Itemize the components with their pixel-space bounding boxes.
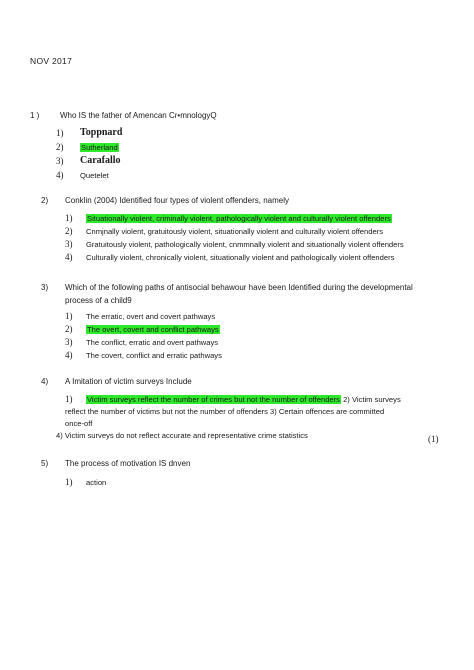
q2-number: 2) (41, 196, 49, 205)
q2-option-3-number: 3) (65, 239, 73, 249)
q2-option-1-text: Situationally violent, criminally violent, pathologically violent and culturally violent offenders (87, 214, 391, 223)
q1-text: Who IS the father of Amencan Cr•mnologyQ (60, 111, 217, 120)
q4-options-line-1 (86, 395, 401, 404)
q3-option-1-text: The erratic, overt and covert pathways (86, 312, 216, 321)
q3-option-2-number: 2) (65, 324, 73, 334)
q3-option-4-text: The covert, conflict and erratic pathways (86, 351, 222, 360)
q4-option-1-highlight: Victim surveys reflect the number of crimes but not the number of offenders (87, 395, 340, 404)
q1-number: 1 ) (30, 111, 40, 120)
q3-number: 3) (41, 283, 49, 292)
q5-text: The process of motivation IS dnven (65, 459, 191, 468)
q5-number: 5) (41, 459, 49, 468)
q4-text: A Imitation of victim surveys Include (65, 377, 192, 386)
q2-text: Conklin (2004) Identified four types of violent offenders, namely (65, 196, 289, 205)
q1-option-1-text: Toppnard (80, 127, 123, 138)
q1-option-1-number: 1) (56, 128, 64, 138)
q3-option-2-text: The overt, covert and conflict pathways (87, 325, 219, 334)
exam-date-header: NOV 2017 (30, 56, 73, 66)
q1-option-4-text: Quetelet (80, 171, 109, 180)
q4-options-line-3: once-off (65, 419, 93, 428)
q1-option-3-text: Carafallo (80, 155, 121, 166)
q4-option-2-start: 2) Victim surveys (340, 395, 401, 404)
q2-option-1-number: 1) (65, 213, 73, 223)
q3-option-4-number: 4) (65, 350, 73, 360)
q3-text-line-1: Which of the following paths of antisocial behawour have been Identified during the developmental (65, 283, 413, 292)
q1-option-2-number: 2) (56, 142, 64, 152)
q4-options-line-2: reflect the number of victims but not the number of offenders 3) Certain offences are committed (65, 407, 385, 416)
q3-text-line-2: process of a child9 (65, 296, 132, 305)
q2-option-3-text: Gratuitously violent, pathologically violent, cnmmnally violent and situationally violent offenders (86, 240, 404, 249)
q4-options-line-4: 4) Victim surveys do not reflect accurate and representative crime statistics (56, 431, 308, 440)
q3-option-1-number: 1) (65, 311, 73, 321)
q1-option-3-number: 3) (56, 156, 64, 166)
q2-option-2-number: 2) (65, 226, 73, 236)
q5-option-1-number: 1) (65, 477, 73, 487)
q2-option-4-number: 4) (65, 252, 73, 262)
q4-number: 4) (41, 377, 49, 386)
q1-option-2-text: Sutherland (81, 143, 118, 152)
q4-option-1-number: 1) (65, 394, 73, 404)
q2-option-4-text: Culturally violent, chronically violent, situationally violent and pathologically violent offenders (86, 253, 395, 262)
q1-option-4-number: 4) (56, 170, 64, 180)
q5-option-1-text: action (86, 478, 107, 487)
q4-mark: (1) (428, 434, 439, 444)
q3-option-3-text: The conflict, erratic and overt pathways (86, 338, 219, 347)
q2-option-2-text: Cnmjnally violent, gratuitously violent, situationally violent and culturally violent offenders (86, 227, 384, 236)
q3-option-3-number: 3) (65, 337, 73, 347)
